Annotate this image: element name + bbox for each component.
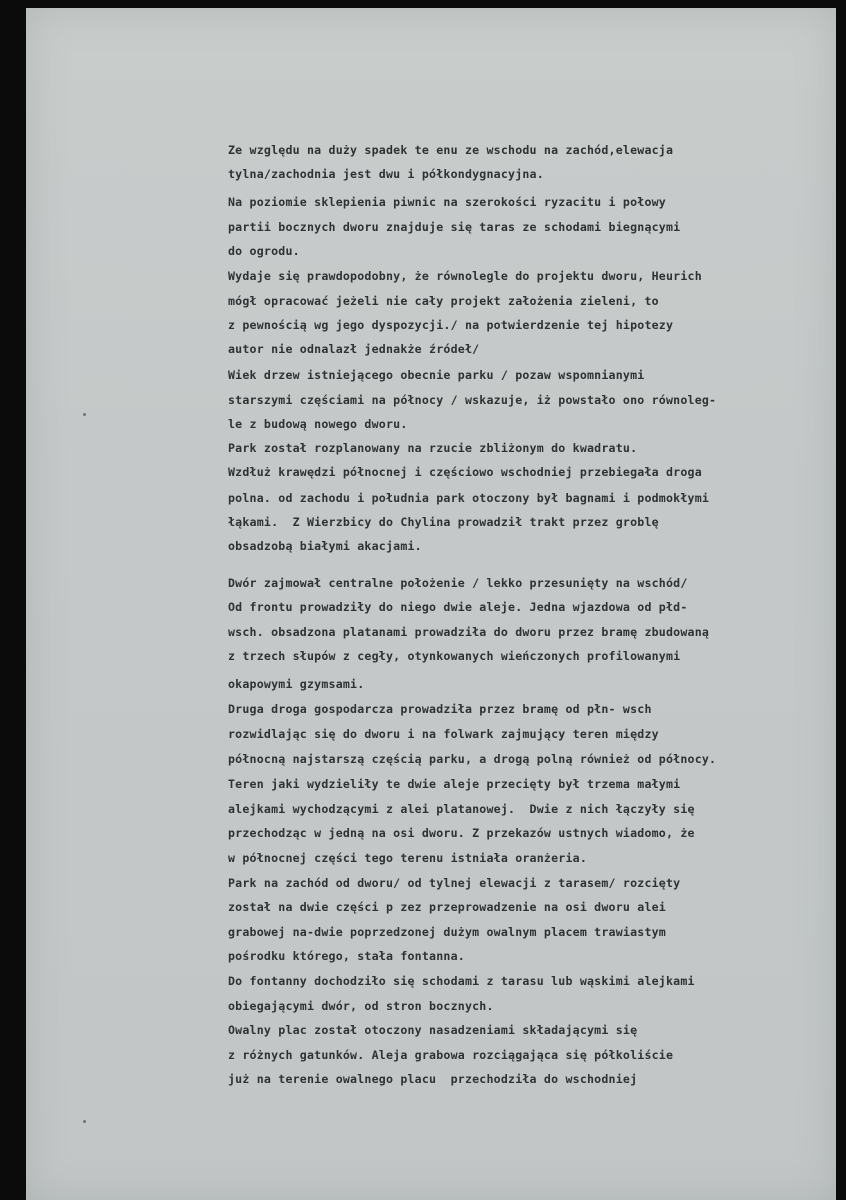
text-line: wsch. obsadzona platanami prowadziła do dworu przez bramę zbudowaną bbox=[228, 625, 710, 639]
text-line: starszymi częściami na północy / wskazuje, iż powstało ono równoleg- bbox=[228, 393, 717, 407]
text-line: z trzech słupów z cegły, otynkowanych wieńczonych profilowanymi bbox=[228, 649, 681, 663]
text-line: z różnych gatunków. Aleja grabowa rozciągająca się półkoliście bbox=[228, 1048, 674, 1062]
text-line: grabowej na-dwie poprzedzonej dużym owalnym placem trawiastym bbox=[228, 925, 666, 939]
text-line: Park na zachód od dworu/ od tylnej elewacji z tarasem/ rozcięty bbox=[228, 876, 681, 890]
text-line: z pewnością wg jego dyspozycji./ na potwierdzenie tej hipotezy bbox=[228, 318, 674, 332]
text-line: obiegającymi dwór, od stron bocznych. bbox=[228, 999, 494, 1013]
text-line: Teren jaki wydzieliły te dwie aleje przecięty był trzema małymi bbox=[228, 777, 681, 791]
text-line: Wzdłuż krawędzi północnej i częściowo wschodniej przebiegała droga bbox=[228, 465, 702, 479]
text-line: północną najstarszą częścią parku, a drogą polną również od północy. bbox=[228, 752, 717, 766]
text-line: tylna/zachodnia jest dwu i półkondygnacyjna. bbox=[228, 167, 544, 181]
text-line: Owalny plac został otoczony nasadzeniami składającymi się bbox=[228, 1023, 638, 1037]
text-line: mógł opracować jeżeli nie cały projekt założenia zieleni, to bbox=[228, 294, 659, 308]
text-line: polna. od zachodu i południa park otoczony był bagnami i podmokłymi bbox=[228, 491, 710, 505]
text-line: obsadzobą białymi akacjami. bbox=[228, 539, 422, 553]
text-line: Ze względu na duży spadek te enu ze wschodu na zachód,elewacja bbox=[228, 143, 674, 157]
text-line: rozwidlając się do dworu i na folwark zajmujący teren między bbox=[228, 727, 659, 741]
text-line: Do fontanny dochodziło się schodami z tarasu lub wąskimi alejkami bbox=[228, 974, 695, 988]
text-line: już na terenie owalnego placu przechodziła do wschodniej bbox=[228, 1072, 638, 1086]
text-line: został na dwie części p zez przeprowadzenie na osi dworu alei bbox=[228, 900, 666, 914]
text-line: Od frontu prowadziły do niego dwie aleje. Jedna wjazdowa od płd- bbox=[228, 600, 688, 614]
text-line: partii bocznych dworu znajduje się taras ze schodami biegnącymi bbox=[228, 220, 681, 234]
text-line: Na poziomie sklepienia piwnic na szerokości ryzacitu i połowy bbox=[228, 195, 666, 209]
margin-speck bbox=[83, 413, 86, 416]
text-line: Wiek drzew istniejącego obecnie parku / pozaw wspomnianymi bbox=[228, 368, 645, 382]
text-line: Druga droga gospodarcza prowadziła przez bramę od płn- wsch bbox=[228, 702, 652, 716]
text-line: do ogrodu. bbox=[228, 244, 300, 258]
text-line: w północnej części tego terenu istniała oranżeria. bbox=[228, 851, 588, 865]
text-line: przechodząc w jedną na osi dworu. Z przekazów ustnych wiadomo, że bbox=[228, 826, 695, 840]
text-line: le z budową nowego dworu. bbox=[228, 417, 408, 431]
text-line: autor nie odnalazł jednakże źródeł/ bbox=[228, 342, 480, 356]
text-line: pośrodku którego, stała fontanna. bbox=[228, 949, 465, 963]
margin-speck bbox=[83, 1120, 86, 1123]
text-line: okapowymi gzymsami. bbox=[228, 677, 365, 691]
text-line: alejkami wychodzącymi z alei platanowej. Dwie z nich łączyły się bbox=[228, 802, 695, 816]
text-line: łąkami. Z Wierzbicy do Chylina prowadził trakt przez groblę bbox=[228, 515, 659, 529]
text-line: Park został rozplanowany na rzucie zbliżonym do kwadratu. bbox=[228, 441, 638, 455]
text-line: Dwór zajmował centralne położenie / lekko przesunięty na wschód/ bbox=[228, 576, 688, 590]
text-line: Wydaje się prawdopodobny, że równolegle do projektu dworu, Heurich bbox=[228, 269, 702, 283]
